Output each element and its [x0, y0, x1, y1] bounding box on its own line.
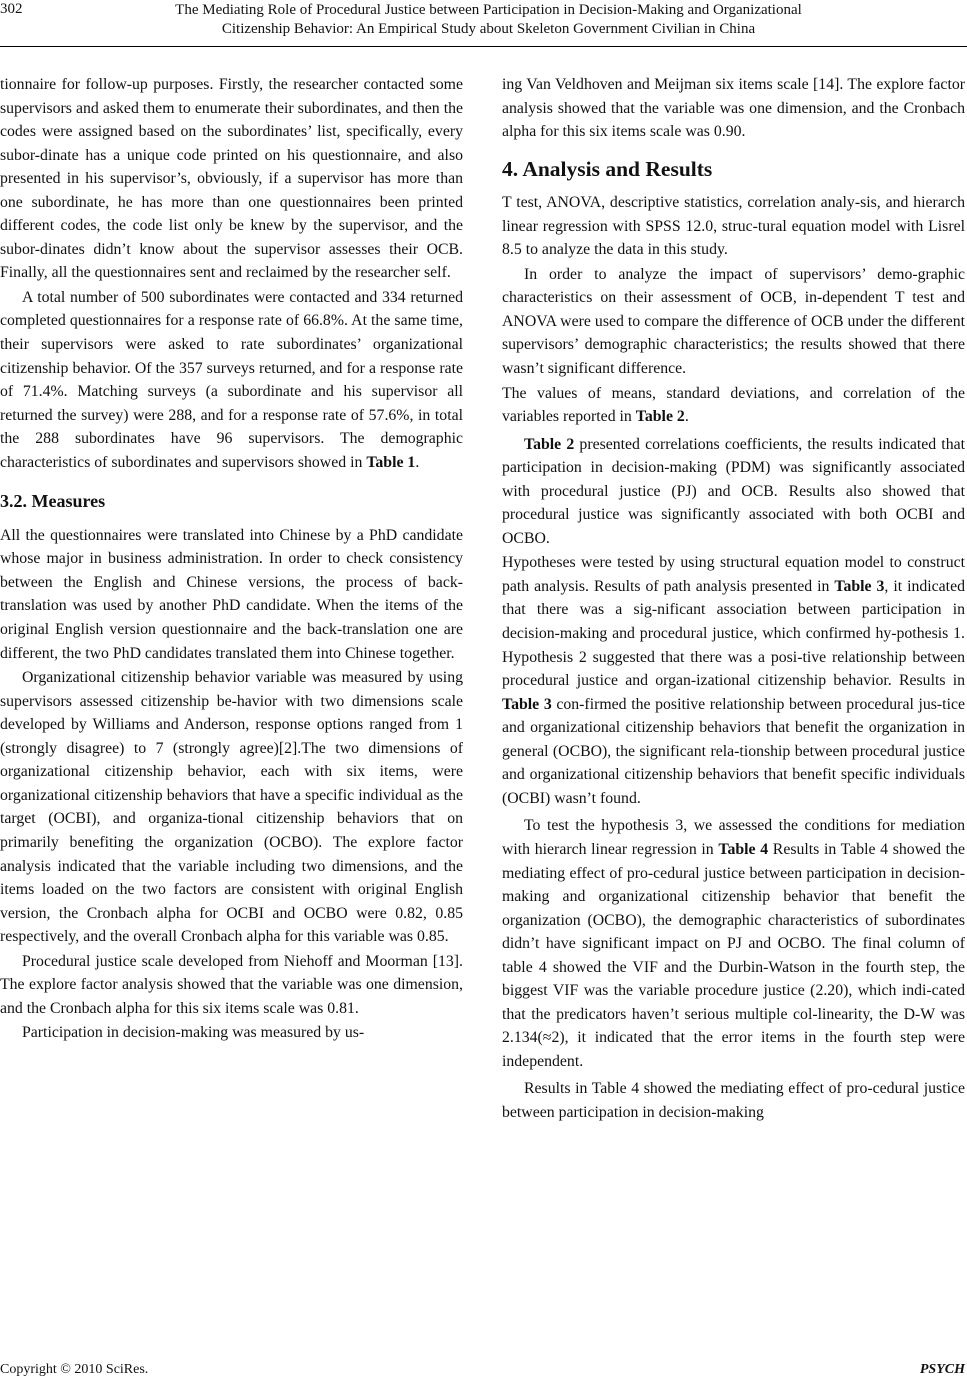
- table-reference: Table 1: [366, 453, 416, 471]
- paragraph-text: .: [684, 408, 689, 426]
- journal-name: PSYCH: [919, 1362, 965, 1377]
- table-reference: Table 3: [834, 577, 885, 595]
- paragraph-text: presented correlations coefficients, the results indicated that participation in decision-making (PDM) was significantly associated with procedural justice (PJ) and OCB. Results also showed that procedural justice was significantly associated with both OCBI and OCBO.: [502, 435, 965, 547]
- table-reference: Table 4: [718, 840, 769, 858]
- table-reference: Table 3: [502, 695, 552, 713]
- paragraph: Procedural justice scale developed from Niehoff and Moorman [13]. The explore factor analysis showed that the variable was one dimension, and the Cronbach alpha for this six items scale was 0.81.: [0, 952, 463, 1017]
- section-heading: 4. Analysis and Results: [502, 156, 713, 181]
- paragraph: T test, ANOVA, descriptive statistics, correlation analy-sis, and hierarch linear regression with SPSS 12.0, struc-tural equation model with Lisrel 8.5 to analyze the data in this study.: [502, 194, 965, 259]
- paragraph: tionnaire for follow-up purposes. Firstly, the researcher contacted some supervisors and asked them to enumerate their subordinates, and then the codes were assigned based on the subordinates’ list, specifically, every subor-dinate has a unique code printed on his questionnaire, and also presented in his supervisor’s, obviously, if a supervisor has more than one subordinate, he has more than one questionnaires been printed different codes, the code list only be knew by the supervisor, and the subor-dinates didn’t know about the supervisor assesses their OCB. Finally, all the questionnaires sent and reclaimed by the researcher self.: [0, 76, 463, 282]
- running-header-line-2: Citizenship Behavior: An Empirical Study about Skeleton Government Civilian in China: [221, 21, 756, 37]
- paragraph-text: Hypotheses were tested by using structural equation model to construct path analysis. Results of path analysis presented in: [502, 554, 965, 595]
- paragraph: ing Van Veldhoven and Meijman six items scale [14]. The explore factor analysis showed that the variable was one dimension, and the Cronbach alpha for this six items scale was 0.90.: [502, 76, 965, 141]
- page-number: 302: [0, 1, 23, 17]
- paragraph-text: con-firmed the positive relationship between procedural jus-tice and organizational citizenship behaviors that benefit the organization in general (OCBO), the significant rela-tionship between procedural justice and organizational citizenship behaviors that benefit specific individuals (OCBI) wasn’t found.: [502, 695, 965, 807]
- header-rule: [0, 46, 967, 47]
- paragraph: [502, 814, 965, 1073]
- paragraph-text: , it indicated that there was a sig-nificant association between participation in decision-making and procedural justice, which confirmed hy-pothesis 1. Hypothesis 2 suggested that there was a posi-tive relationship between procedural justice and organ-izational citizenship behavior. Results in: [502, 577, 965, 690]
- right-column: [502, 73, 965, 1125]
- paragraph-text: A total number of 500 subordinates were contacted and 334 returned completed questionnaires for a response rate of 66.8%. At the same time, their supervisors were asked to rate subordinates’ organizational citizenship behavior. Of the 357 surveys returned, and for a response rate of 71.4%. Matching surveys (a subordinate and his supervisor all returned the survey) were 288, and for a response rate of 57.6%, in total the 288 subordinates have 96 supervisors. The demographic characteristics of subordinates and supervisors showed in: [0, 288, 463, 471]
- left-column: [0, 73, 463, 1045]
- running-header-title: [40, 1, 937, 39]
- paragraph-text: .: [415, 453, 420, 471]
- paragraph: [502, 382, 965, 429]
- paragraph: All the questionnaires were translated into Chinese by a PhD candidate whose major in business administration. In order to check consistency between the English and Chinese versions, the process of back-translation was used by another PhD candidate. When the items of the original English version questionnaire and the back-translation one are different, the two PhD candidates translated them into Chinese together.: [0, 526, 463, 662]
- paragraph: [502, 551, 965, 810]
- paragraph: Participation in decision-making was measured by us-: [22, 1024, 365, 1042]
- paragraph-text: Results in Table 4 showed the mediating effect of pro-cedural justice between participation in decision-making and organizational citizenship behavior that benefit the organization (OCBO), the demographic characteristics of subordinates didn’t have significant impact on PJ and OCBO. The final column of table 4 showed the VIF and the Durbin-Watson in the fourth step, the biggest VIF was the variable procedure justice (2.20), which indi-cated that the predicators haven’t serious multiple col-linearity, the D-W was 2.134(≈2), it indicated that the error items in the fourth step were independent.: [502, 840, 965, 1070]
- copyright-notice: Copyright © 2010 SciRes.: [0, 1362, 149, 1377]
- table-reference: Table 2: [524, 435, 575, 453]
- paragraph: [502, 433, 965, 551]
- paragraph-text: The values of means, standard deviations, and correlation of the variables reported in: [502, 384, 965, 426]
- running-header-line-1: The Mediating Role of Procedural Justice between Participation in Decision-Making and Organizational: [175, 2, 802, 18]
- section-heading: 3.2. Measures: [0, 491, 106, 512]
- paragraph-text: To test the hypothesis 3, we assessed the conditions for mediation with hierarch linear regression in: [502, 817, 965, 858]
- paragraph: In order to analyze the impact of supervisors’ demo-graphic characteristics on their assessment of OCB, in-dependent T test and ANOVA were used to compare the difference of OCB under the different supervisors’ demographic characteristics; the results showed that there wasn’t significant difference.: [502, 265, 965, 378]
- paragraph: Results in Table 4 showed the mediating effect of pro-cedural justice between participation in decision-making: [502, 1080, 965, 1121]
- paragraph: [0, 286, 463, 474]
- table-reference: Table 2: [635, 408, 685, 426]
- paragraph: Organizational citizenship behavior variable was measured by using supervisors assessed citizenship be-havior with two dimensions scale developed by Williams and Anderson, response options ranged from 1 (strongly disagree) to 7 (strongly agree)[2].The two dimensions of organizational citizenship behavior, each with six items, were organizational citizenship behaviors that have a specific individual as the target (OCBI), and organiza-tional citizenship behaviors that on primarily benefiting the organization (OCBO). The explore factor analysis indicated that the variable including two dimensions, and the items loaded on the two factors are consistent with original English version, the Cronbach alpha for OCBI and OCBO were 0.82, 0.85 respectively, and the overall Cronbach alpha for this variable was 0.85.: [0, 669, 463, 946]
